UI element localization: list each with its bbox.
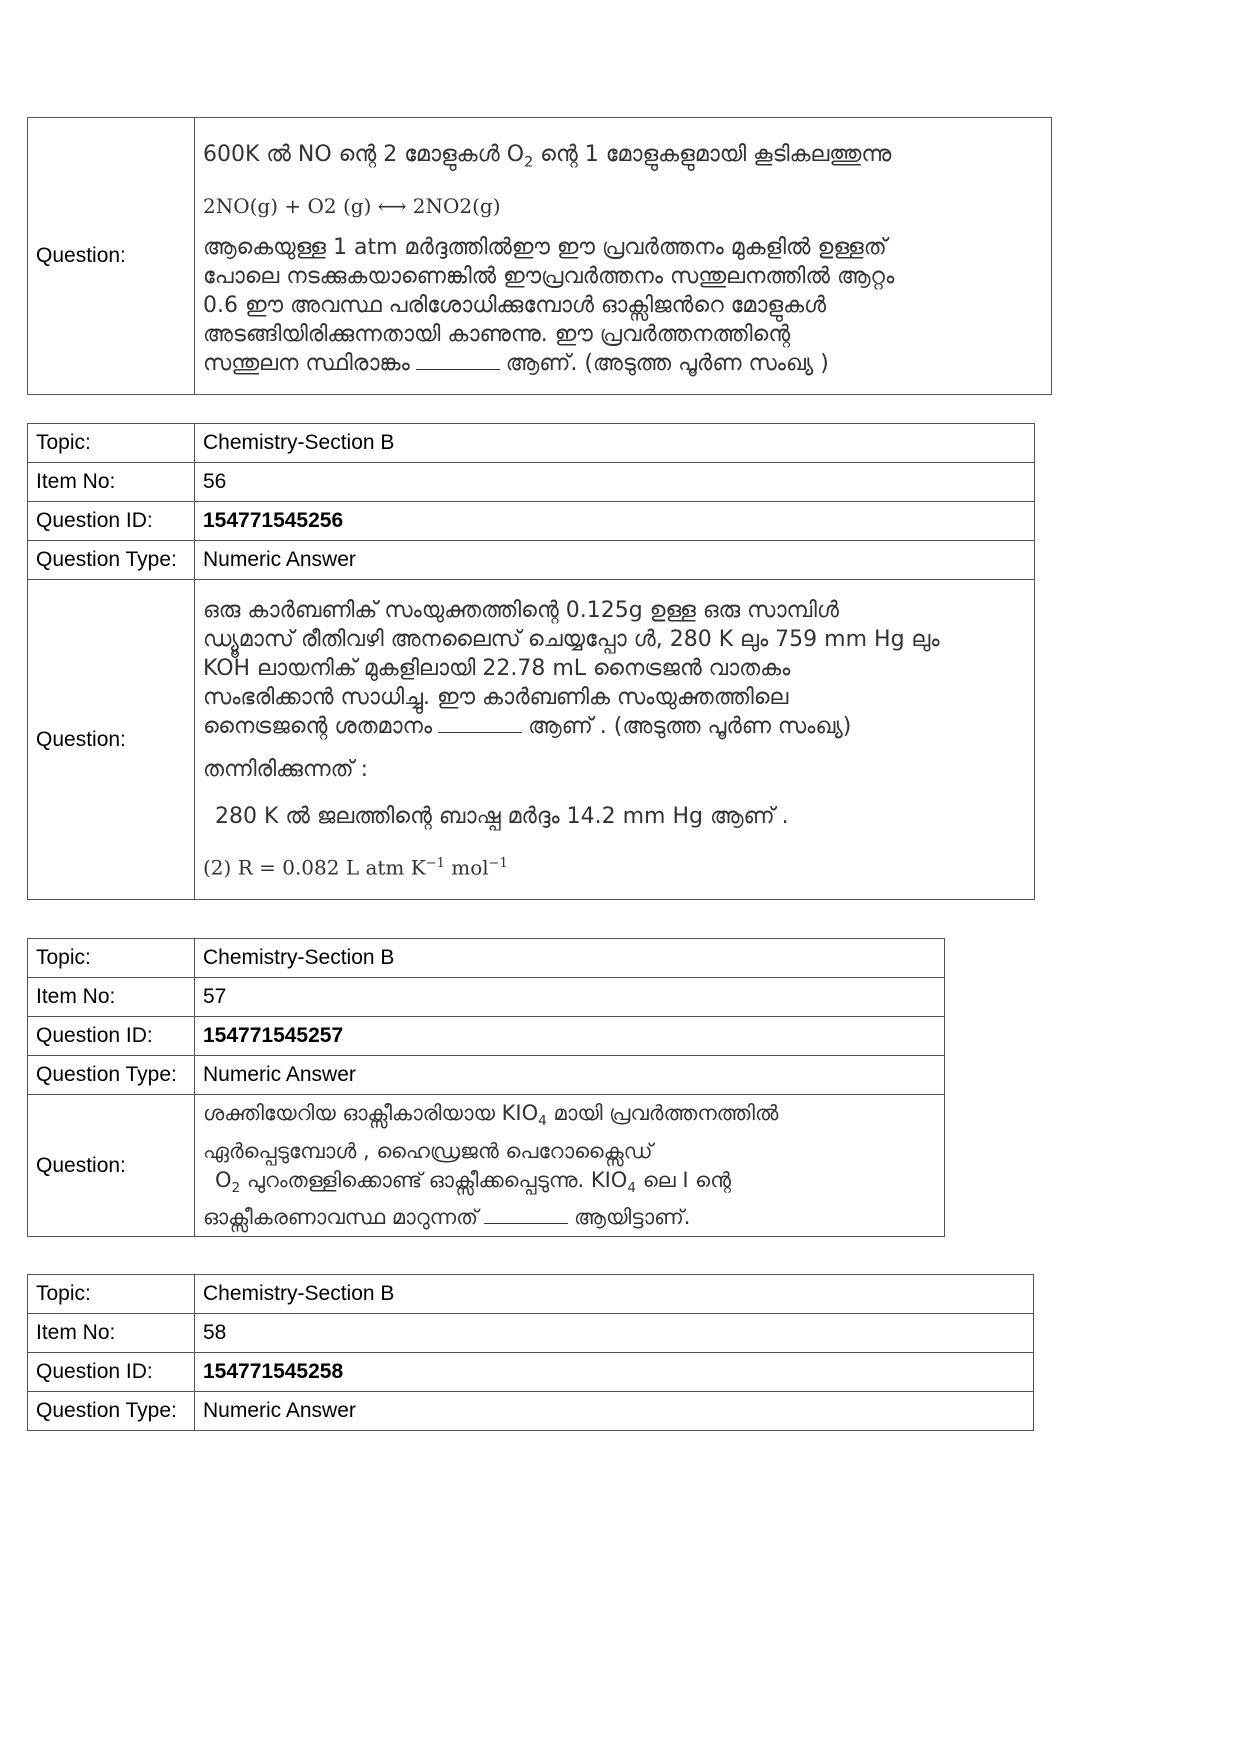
answer-blank	[484, 1205, 568, 1224]
question-line: ആകെയുള്ള 1 atm മർദ്ദത്തിൽഈ ഈ പ്രവർത്തനം മുകളിൽ ഉള്ളത്	[203, 234, 887, 260]
topic-label: Topic:	[28, 424, 195, 463]
question-line: സംഭരിക്കാൻ സാധിച്ചു. ഈ കാർബണിക സംയുക്തത്തിലെ	[203, 685, 789, 711]
question-type-value: Numeric Answer	[195, 541, 1035, 580]
item-no-label: Item No:	[28, 463, 195, 502]
question-line: 600K ൽ NO ന്റെ 2 മോളുകൾ $O_2$ ന്റെ 1 മോളുകളുമായി കൂടികലത്തുന്നു	[203, 142, 892, 171]
question-line: ഡ്യൂമാസ് രീതിവഴി അനലൈസ് ചെയ്യപ്പോ ൾ, 280 K ലും 759 mm Hg ലും	[203, 627, 940, 653]
question-table-58	[27, 1274, 1034, 1431]
question-line: ഏർപ്പെടുമ്പോൾ , ഹൈഡ്രജൻ പെറോക്സൈഡ്	[203, 1138, 653, 1163]
question-id-label: Question ID:	[28, 1353, 195, 1392]
question-line: ഓക്സീകരണാവസ്ഥ മാറുന്നത് ആയിട്ടാണ്.	[203, 1204, 691, 1229]
question-type-label: Question Type:	[28, 1056, 195, 1095]
question-line: ഒരു കാർബണിക് സംയുക്തത്തിന്റെ 0.125g ഉള്ള ഒരു സാമ്പിൾ	[203, 598, 839, 624]
given-heading: തന്നിരിക്കുന്നത് :	[203, 757, 369, 783]
question-type-value: Numeric Answer	[195, 1392, 1034, 1431]
answer-blank	[416, 351, 500, 370]
question-id-value: 154771545256	[195, 502, 1035, 541]
question-table-55	[27, 117, 1052, 395]
chemical-equation: 2NO(g) + O2 (g) ⟷ 2NO2(g)	[203, 193, 501, 218]
question-id-label: Question ID:	[28, 1017, 195, 1056]
question-line: $O_2$ പുറംതള്ളിക്കൊണ്ട് ഓക്സീക്കപ്പെടുന്നു. $KIO_4$ ലെ I ന്റെ	[215, 1167, 732, 1196]
question-line: സന്തുലന സ്ഥിരാങ്കം ആണ്. (അടുത്ത പൂർണ സംഖ്യ )	[203, 350, 829, 376]
question-line: 0.6 ഈ അവസ്ഥ പരിശോധിക്കുമ്പോൾ ഓക്സിജൻറെ മോളുകൾ	[203, 292, 827, 318]
item-no-label: Item No:	[28, 1314, 195, 1353]
question-label: Question:	[28, 1095, 195, 1237]
topic-label: Topic:	[28, 939, 195, 978]
question-type-value: Numeric Answer	[195, 1056, 945, 1095]
item-no-label: Item No:	[28, 978, 195, 1017]
question-table-56	[27, 423, 1035, 900]
item-no-value: 58	[195, 1314, 1034, 1353]
question-type-label: Question Type:	[28, 541, 195, 580]
given-item: 280 K ൽ ജലത്തിന്റെ ബാഷ്പ മർദ്ദം 14.2 mm Hg ആണ് .	[215, 804, 789, 830]
question-content	[195, 1095, 945, 1237]
topic-label: Topic:	[28, 1275, 195, 1314]
question-line: നൈട്രജന്റെ ശതമാനം ആണ് . (അടുത്ത പൂർണ സംഖ്യ)	[203, 714, 852, 740]
question-label: Question:	[28, 580, 195, 900]
question-type-label: Question Type:	[28, 1392, 195, 1431]
question-line: പോലെ നടക്കുകയാണെങ്കിൽ ഈപ്രവർത്തനം സന്തുലനത്തിൽ ആറ്റം	[203, 263, 895, 289]
question-content	[195, 118, 1052, 395]
question-id-value: 154771545258	[195, 1353, 1034, 1392]
question-table-57	[27, 938, 945, 1237]
topic-value: Chemistry-Section B	[195, 1275, 1034, 1314]
topic-value: Chemistry-Section B	[195, 424, 1035, 463]
question-label: Question:	[28, 118, 195, 395]
question-line: ശക്തിയേറിയ ഓക്സീകാരിയായ $KIO_4$ മായി പ്രവർത്തനത്തിൽ	[203, 1101, 779, 1130]
answer-blank	[438, 714, 522, 733]
question-content	[195, 580, 1035, 900]
question-id-label: Question ID:	[28, 502, 195, 541]
topic-value: Chemistry-Section B	[195, 939, 945, 978]
item-no-value: 57	[195, 978, 945, 1017]
given-item: (2) R = 0.082 L atm $K^{-1}$ mol$^{-1}$	[203, 855, 508, 880]
question-line: KOH ലായനിക് മുകളിലായി 22.78 mL നൈട്രജൻ വാതകം	[203, 656, 791, 682]
question-id-value: 154771545257	[195, 1017, 945, 1056]
item-no-value: 56	[195, 463, 1035, 502]
question-line: അടങ്ങിയിരിക്കുന്നതായി കാണുന്നു. ഈ പ്രവർത്തനത്തിന്റെ	[203, 321, 791, 347]
